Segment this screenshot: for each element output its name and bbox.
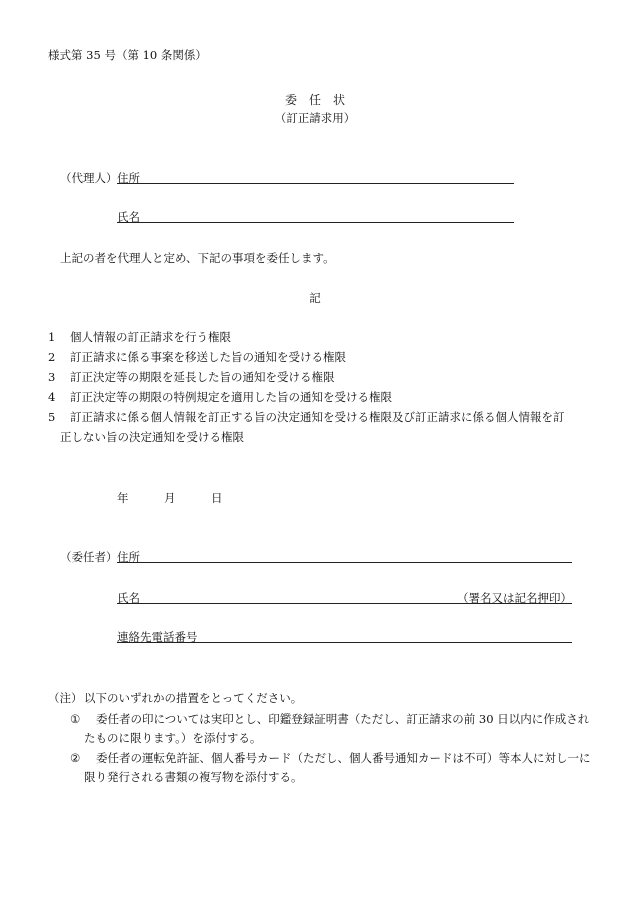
principal-name-line[interactable] [117,603,572,604]
list-item [48,389,392,405]
item-text: 訂正請求に係る事案を移送した旨の通知を受ける権限 [70,350,346,364]
phone-label: 連絡先電話番号 [117,630,198,644]
item-text: 個人情報の訂正請求を行う権限 [70,330,231,344]
note-text: 委任者の運転免許証、個人番号カード（ただし、個人番号通知カードは不可）等本人に対し一に [96,751,591,765]
delegation-text: 上記の者を代理人と定め、下記の事項を委任します。 [60,251,335,265]
principal-address-line[interactable] [117,562,572,563]
item-text: 訂正決定等の期限を延長した旨の通知を受ける権限 [70,370,335,384]
list-item [48,349,346,365]
list-item [48,369,335,385]
agent-name-line[interactable] [117,222,514,223]
principal-name-label: 氏名 [117,591,140,605]
note-text-continuation: たものに限ります。）を添付する。 [84,731,262,745]
item-number: 2 [48,350,56,364]
page-subtitle: （訂正請求用） [274,111,356,125]
agent-name-label: 氏名 [117,210,140,224]
notes-intro: 以下のいずれかの措置をとってください。 [84,691,303,705]
agent-label: （代理人） [60,171,118,185]
item-text: 訂正決定等の期限の特例規定を適用した旨の通知を受ける権限 [70,390,392,404]
item-number: 5 [48,410,56,424]
notes-label: （注） [48,691,83,705]
page-title: 委 任 状 [284,93,345,107]
note-mark: ② [70,751,81,765]
form-number: 様式第 35 号（第 10 条関係） [48,48,207,62]
item-number: 1 [48,330,56,344]
item-number: 4 [48,390,56,404]
list-item [48,409,565,425]
principal-address-label: 住所 [117,550,140,564]
item-text-continuation: 正しない旨の決定通知を受ける権限 [60,430,244,444]
seal-note: （署名又は記名押印） [457,591,572,605]
agent-address-line[interactable] [117,183,514,184]
ki-heading: 記 [309,291,321,305]
agent-address-label: 住所 [117,171,140,185]
phone-line[interactable] [117,642,572,643]
date-month: 月 [164,491,176,505]
note-mark: ① [70,712,81,726]
date-day: 日 [211,491,223,505]
principal-label: （委任者） [60,550,118,564]
list-item [48,329,231,345]
date-year: 年 [117,491,129,505]
note-text-continuation: 限り発行される書類の複写物を添付する。 [84,770,303,784]
item-text: 訂正請求に係る個人情報を訂正する旨の決定通知を受ける権限及び訂正請求に係る個人情報を訂 [70,410,565,424]
item-number: 3 [48,370,56,384]
note-text: 委任者の印については実印とし、印鑑登録証明書（ただし、訂正請求の前 30 日以内に作成され [96,712,590,726]
